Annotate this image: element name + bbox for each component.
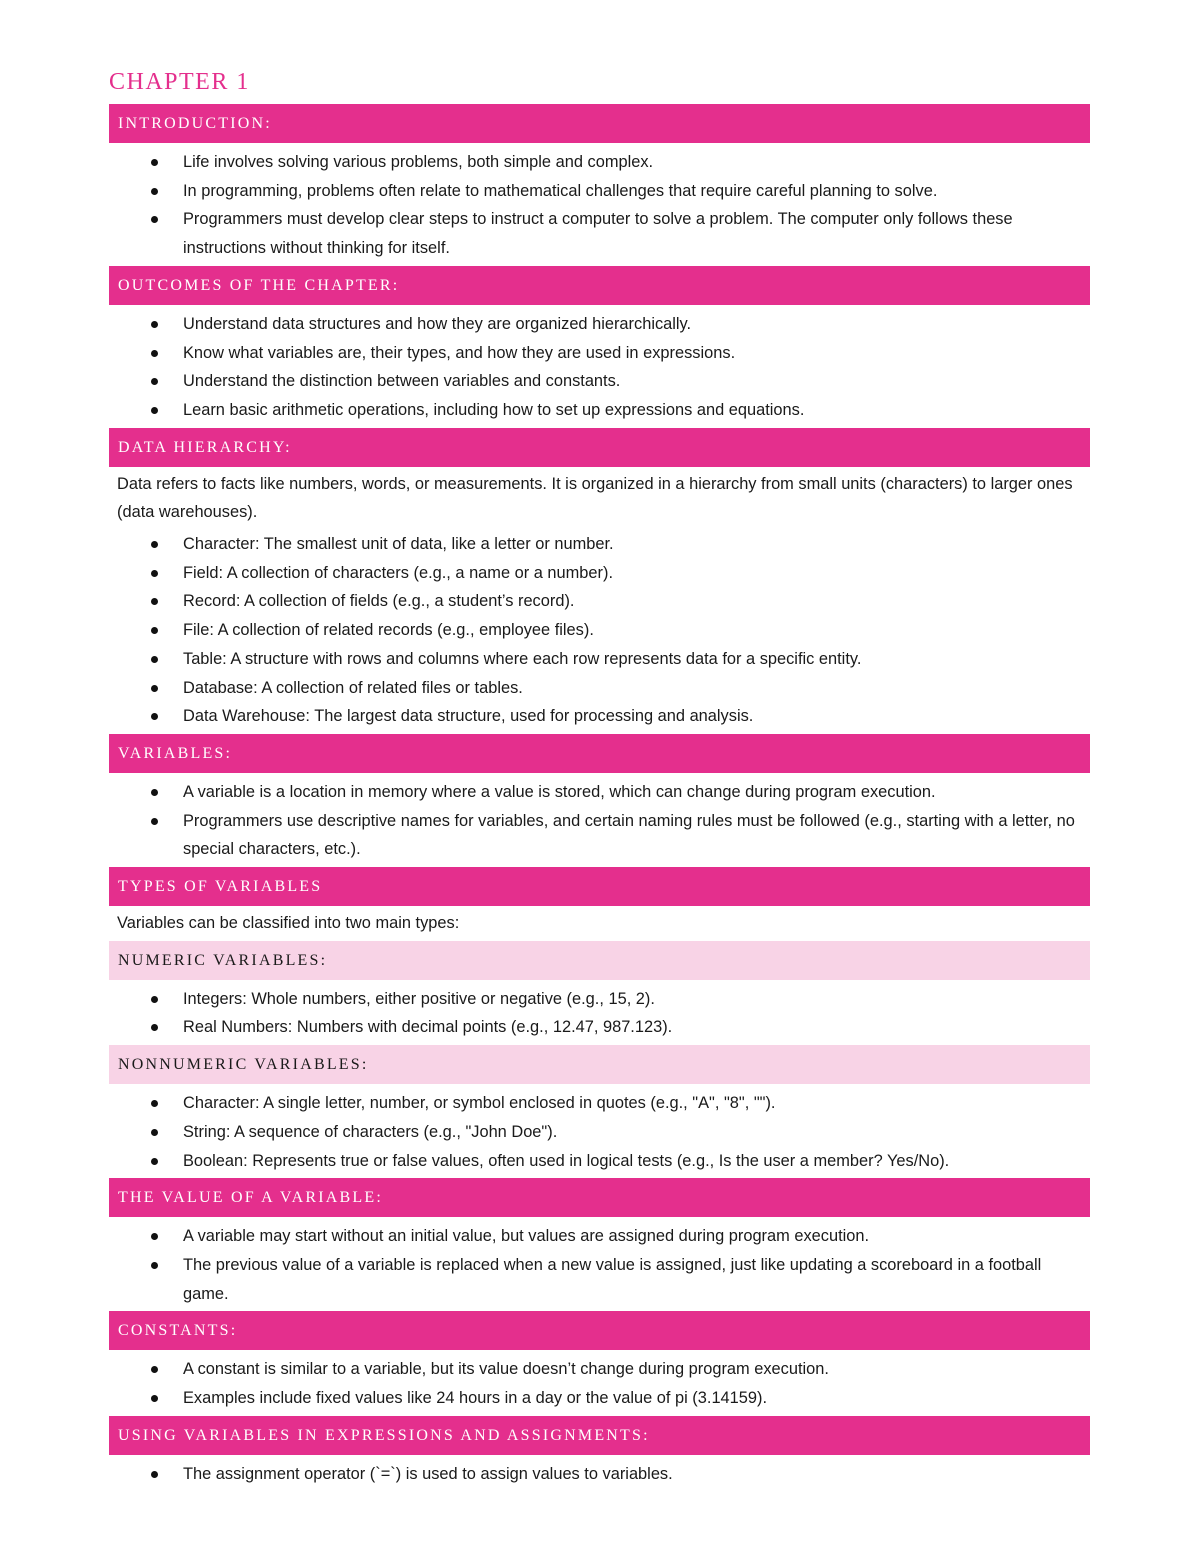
value-of-variable-list (109, 1222, 1090, 1308)
list-item: File: A collection of related records (e.g., employee files). (109, 616, 1090, 645)
list-item: The assignment operator (`=`) is used to assign values to variables. (109, 1460, 1090, 1489)
list-item: Boolean: Represents true or false values, often used in logical tests (e.g., Is the user a member? Yes/No). (109, 1147, 1090, 1176)
list-item: Understand data structures and how they are organized hierarchically. (109, 310, 1090, 339)
nonnumeric-variables-list (109, 1089, 1090, 1175)
list-item: Examples include fixed values like 24 hours in a day or the value of pi (3.14159). (109, 1384, 1090, 1413)
section-heading-introduction: INTRODUCTION: (109, 104, 1090, 143)
list-item: A variable is a location in memory where a value is stored, which can change during program execution. (109, 778, 1090, 807)
list-item: Character: A single letter, number, or symbol enclosed in quotes (e.g., "A", "8", ""). (109, 1089, 1090, 1118)
section-heading-types-of-variables: TYPES OF VARIABLES (109, 867, 1090, 906)
types-of-variables-paragraph: Variables can be classified into two main types: (117, 914, 460, 933)
list-item: Programmers must develop clear steps to instruct a computer to solve a problem. The computer only follows these instructions without thinking for itself. (109, 205, 1090, 262)
list-item: A constant is similar to a variable, but its value doesn’t change during program execution. (109, 1355, 1090, 1384)
variables-list (109, 778, 1090, 864)
section-heading-value-of-variable: THE VALUE OF A VARIABLE: (109, 1178, 1090, 1217)
section-heading-outcomes: OUTCOMES OF THE CHAPTER: (109, 266, 1090, 305)
list-item: Character: The smallest unit of data, like a letter or number. (109, 530, 1090, 559)
document-page (109, 60, 1090, 1489)
list-item: Real Numbers: Numbers with decimal points (e.g., 12.47, 987.123). (109, 1013, 1090, 1042)
list-item: Data Warehouse: The largest data structure, used for processing and analysis. (109, 702, 1090, 731)
list-item: Table: A structure with rows and columns where each row represents data for a specific entity. (109, 645, 1090, 674)
list-item: Integers: Whole numbers, either positive or negative (e.g., 15, 2). (109, 985, 1090, 1014)
list-item: Field: A collection of characters (e.g., a name or a number). (109, 559, 1090, 588)
subsection-heading-numeric-variables: NUMERIC VARIABLES: (109, 941, 1090, 980)
list-item: Understand the distinction between variables and constants. (109, 367, 1090, 396)
chapter-title: CHAPTER 1 (109, 69, 250, 95)
section-heading-constants: CONSTANTS: (109, 1311, 1090, 1350)
list-item: Record: A collection of fields (e.g., a student’s record). (109, 587, 1090, 616)
numeric-variables-list (109, 985, 1090, 1042)
data-hierarchy-paragraph: Data refers to facts like numbers, words, or measurements. It is organized in a hierarchy from small units (characters) to larger ones (data warehouses). (117, 474, 1073, 522)
list-item: Database: A collection of related files or tables. (109, 674, 1090, 703)
section-heading-data-hierarchy: DATA HIERARCHY: (109, 428, 1090, 467)
list-item: Learn basic arithmetic operations, including how to set up expressions and equations. (109, 396, 1090, 425)
list-item: Know what variables are, their types, and how they are used in expressions. (109, 339, 1090, 368)
constants-list (109, 1355, 1090, 1412)
list-item: Life involves solving various problems, both simple and complex. (109, 148, 1090, 177)
data-hierarchy-list (109, 530, 1090, 731)
list-item: String: A sequence of characters (e.g., "John Doe"). (109, 1118, 1090, 1147)
list-item: The previous value of a variable is replaced when a new value is assigned, just like updating a scoreboard in a football game. (109, 1251, 1090, 1308)
expressions-list (109, 1460, 1090, 1489)
section-heading-variables: VARIABLES: (109, 734, 1090, 773)
list-item: Programmers use descriptive names for variables, and certain naming rules must be followed (e.g., starting with a letter, no special characters, etc.). (109, 807, 1090, 864)
section-heading-expressions: USING VARIABLES IN EXPRESSIONS AND ASSIGNMENTS: (109, 1416, 1090, 1455)
outcomes-list (109, 310, 1090, 425)
list-item: In programming, problems often relate to mathematical challenges that require careful planning to solve. (109, 177, 1090, 206)
list-item: A variable may start without an initial value, but values are assigned during program execution. (109, 1222, 1090, 1251)
introduction-list (109, 148, 1090, 263)
subsection-heading-nonnumeric-variables: NONNUMERIC VARIABLES: (109, 1045, 1090, 1084)
